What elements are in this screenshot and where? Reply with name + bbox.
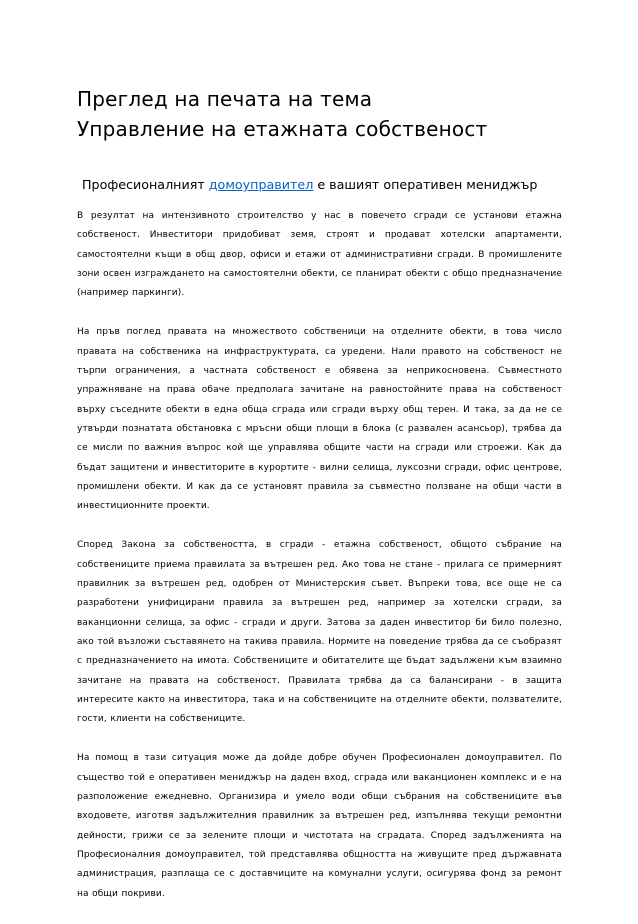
paragraph-4: На помощ в тази ситуация може да дойде добре обучен Професионален домоуправител. По същество той е оперативен мениджър на даден вход, сграда или ваканционен комплекс и е на разположение ежедневно. Организира и умело води общи събрания на собствениците във входовете, изготвя задължителния правилник за вътрешен ред, изпълнява текущи ремонтни дейности, грижи се за зелените площи и чистотата на сградата. Според задълженията на Професионалния домоуправител, той представлява общността на живущите пред държавната администрация, разплаща се с доставчиците на комунални услуги, осигурява фонд за ремонт на общи покриви. [77, 753, 562, 899]
title-line-1: Преглед на печата на тема [77, 87, 373, 111]
paragraph-3: Според Закона за собствеността, в сгради - етажна собственост, общото събрание на собствениците приема правилата за вътрешен ред. Ако това не стане - прилага се примерният правилник за вътрешен ред, одобрен от Министерския съвет. Въпреки това, все още не са разработени унифицирани правила за вътрешен ред, например за хотелски сгради, за ваканционни селища, за офис - сгради и други. Затова за даден инвеститор би било полезно, ако той възложи съставянето на такива правила. Нормите на поведение трябва да се съобразят с предназначението на имота. Собствениците и обитателите ще бъдат задължени към взаимно зачитане на правата на собственост. Правилата трябва да са балансирани - в защита интересите както на инвеститора, така и на собствениците на отделните обекти, ползвателите, гости, клиенти на собствениците. [77, 540, 562, 725]
paragraph-2: На пръв поглед правата на множеството собственици на отделните обекти, в това число правата на собственика на инфраструктурата, са уредени. Нали правото на собственост не търпи ограничения, а частната собственост е обявена за неприкосновена. Съвместното упражняване на права обаче предполага зачитане на равностойните права на собственост върху съседните обекти в една обща сграда или сгради върху общ терен. И така, за да не се утвърди познатата обстановка с мръсни общи площи в блока (с развален асансьор), трябва да се мисли по важния въпрос кой ще управлява общите части на сгради или строежи. Как да бъдат защитени и инвеститорите в курортите - вилни селища, луксозни сгради, офис центрове, промишлени обекти. И как да се установят правила за съвместно ползване на общи части в инвестиционните проекти. [77, 327, 562, 512]
document-title [77, 84, 597, 144]
domoupravitel-link[interactable]: домоуправител [208, 177, 314, 192]
subtitle-text-after: е вашият оперативен мениджър [313, 177, 538, 192]
document-body [77, 207, 562, 924]
title-line-2: Управление на етажната собственост [77, 117, 488, 141]
subtitle-text-before: Професионалният [82, 177, 209, 192]
paragraph-1: В резултат на интензивното строителство у нас в повечето сгради се установи етажна собственост. Инвеститори придобиват земя, строят и продават хотелски апартаменти, самостоятелни къщи в общ двор, офиси и етажи от административни сгради. В промишлените зони освен изграждането на самостоятелни обекти, се планират обекти с общо предназначение (например паркинги). [77, 211, 562, 299]
document-subtitle [82, 176, 602, 194]
